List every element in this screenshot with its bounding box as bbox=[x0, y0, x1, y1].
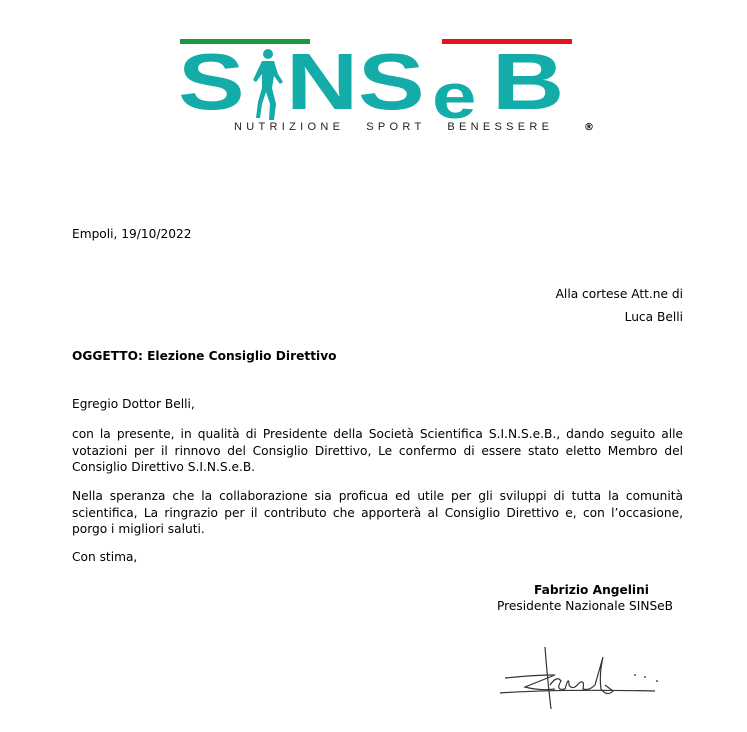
place-date: Empoli, 19/10/2022 bbox=[72, 227, 192, 241]
paragraph-1: con la presente, in qualità di Presidente della Società Scientifica S.I.N.S.e.B., dando seguito alle votazioni per il rinnovo del Consiglio Direttivo, Le confermo di essere stato eletto Membro del Consiglio Direttivo S.I.N.S.e.B. bbox=[72, 427, 683, 474]
paragraph-2: Nella speranza che la collaborazione sia proficua ed utile per gli sviluppi di tutta la comunità scientifica, La ringrazio per il contributo che apporterà al Consiglio Direttivo e, con l’occasione, porgo i migliori saluti. bbox=[72, 489, 683, 536]
signer-title: Presidente Nazionale SINSeB bbox=[497, 599, 674, 613]
signer-name: Fabrizio Angelini bbox=[534, 583, 649, 597]
logo-letter-e: e bbox=[432, 60, 477, 132]
runner-icon bbox=[248, 48, 284, 122]
recipient-name: Luca Belli bbox=[624, 310, 683, 324]
registered-mark: ® bbox=[584, 122, 594, 133]
logo-letter-s: S bbox=[178, 37, 245, 126]
subject: OGGETTO: Elezione Consiglio Direttivo bbox=[72, 349, 337, 363]
logo-letter-b: B bbox=[492, 37, 565, 126]
closing: Con stima, bbox=[72, 550, 138, 564]
salutation: Egregio Dottor Belli, bbox=[72, 397, 195, 411]
logo-tagline: NUTRIZIONE SPORT BENESSERE bbox=[234, 121, 554, 133]
recipient-line1: Alla cortese Att.ne di bbox=[555, 287, 683, 301]
logo-letter-n: N bbox=[286, 37, 359, 126]
logo-letter-s2: S bbox=[358, 37, 425, 126]
signature bbox=[495, 645, 665, 715]
